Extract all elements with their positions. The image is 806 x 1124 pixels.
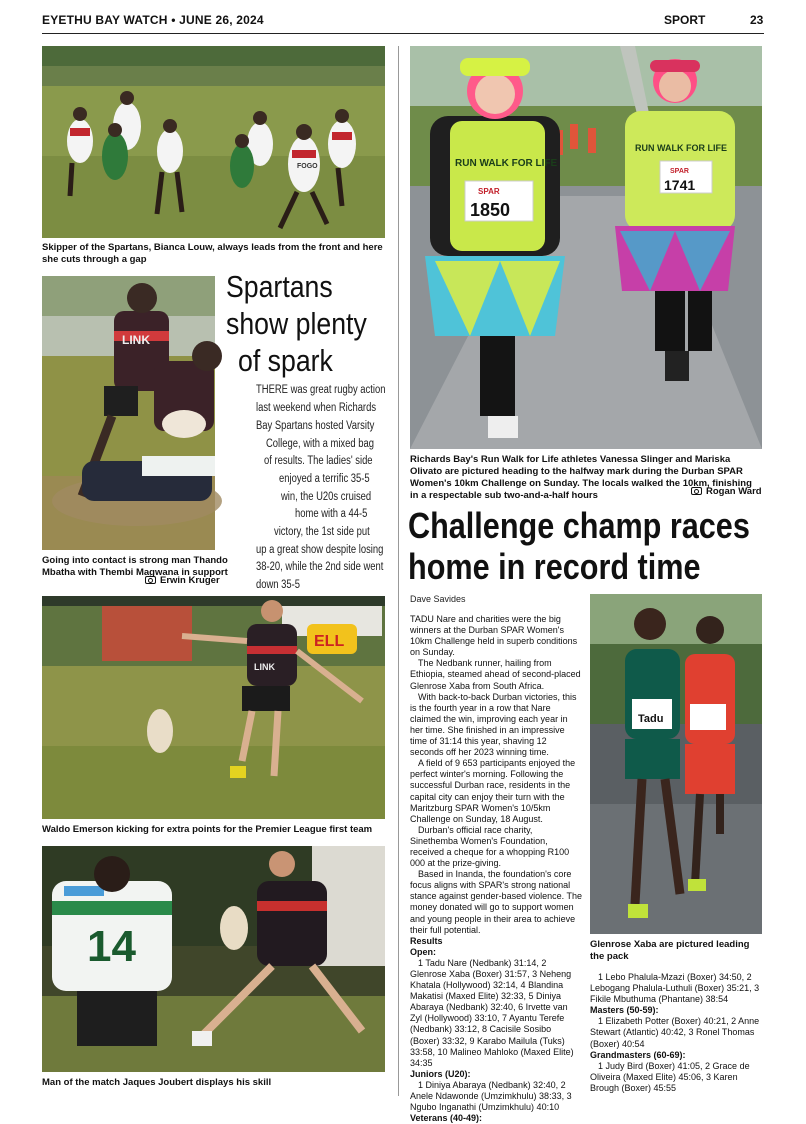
motm-jersey-number: 14 xyxy=(87,922,136,971)
header-rule xyxy=(42,33,764,34)
spartans-body-line: 38-20, while the 2nd side went xyxy=(256,561,384,573)
spartans-headline xyxy=(226,268,370,379)
contact-credit-name: Erwin Kruger xyxy=(160,575,220,586)
glenrose-caption: Glenrose Xaba are pictured leading the pack xyxy=(590,939,750,962)
spartans-body-line: home with a 44-5 xyxy=(295,508,368,520)
results-label-veterans: Veterans (40-49): xyxy=(410,1113,483,1124)
kick-photo xyxy=(42,596,385,819)
results-label-grandmasters: Grandmasters (60-69): xyxy=(590,1049,686,1060)
spartans-body-line: win, the U20s cruised xyxy=(281,491,372,503)
challenge-headline xyxy=(408,505,750,587)
challenge-headline-line-2: home in record time xyxy=(408,546,701,587)
contact-photo xyxy=(42,276,215,550)
spartans-body-line: THERE was great rugby action xyxy=(256,384,386,396)
challenge-paragraph: A field of 9 653 participants enjoyed the perfect winter's morning. Following the successful Durban race, residents in the capital city can enjoy their turn with the Maritzburg SPAR Women's 10/5km Challenge on Sunday, 18 August. xyxy=(410,758,576,824)
runwalk-sponsor-left: SPAR xyxy=(478,187,500,196)
spartans-body-line: up a great show despite losing xyxy=(256,544,384,556)
kick-caption: Waldo Emerson kicking for extra points for the Premier League first team xyxy=(42,824,373,835)
results-juniors: 1 Diniya Abaraya (Nedbank) 32:40, 2 Anele Ndawonde (Umzimkhulu) 38:33, 3 Ngubo Inganathi (Umzimkhulu) 40:10 xyxy=(410,1079,572,1113)
challenge-body xyxy=(410,614,582,1124)
runwalk-bib-left: 1850 xyxy=(470,200,511,220)
runwalk-sponsor-right: SPAR xyxy=(670,168,689,175)
byline: Dave Savides xyxy=(410,594,466,604)
results-label-masters: Masters (50-59): xyxy=(590,1005,659,1016)
runwalk-caption: Richards Bay's Run Walk for Life athletes Vanessa Slinger and Mariska Olivato are pictured heading to the halfway mark during the Durban SPAR Women's 10km Challenge on Sunday. The locals walked the 10km, finishing in a respectable sub two-and-a-half hours xyxy=(410,454,752,501)
motm-photo xyxy=(42,846,385,1072)
publication-masthead: EYETHU BAY WATCH • JUNE 26, 2024 xyxy=(42,13,264,27)
spartans-body-line: of results. The ladies' side xyxy=(264,455,373,467)
results-right-column xyxy=(590,972,764,1094)
motm-caption: Man of the match Jaques Joubert displays his skill xyxy=(42,1077,272,1088)
spartans-headline-line-3: of spark xyxy=(238,343,333,378)
results-label-open: Open: xyxy=(410,946,436,957)
kick-jersey-text: LINK xyxy=(254,662,275,672)
challenge-headline-line-1: Challenge champ races xyxy=(408,505,750,546)
runwalk-credit-name: Rogan Ward xyxy=(706,486,762,497)
results-open: 1 Tadu Nare (Nedbank) 31:14, 2 Glenrose Xaba (Boxer) 31:57, 3 Neheng Khatala (Hollywood) 32:14, 4 Blandina Makatisi (Maxed Elite) 32:33, 5 Diniya Abaraya (Nedbank) 32:40, 6 Irvette van Zyl (Hollywood) 33:10, 7 Ayantu Terefe (Nedbank) 33:12, 8 Cacisile Sosibo (Boxer) 33:32, 9 Karabo Mailula (Tuks) 33:58, 10 Malineo Mahloko (Maxed Elite) 34:35 xyxy=(410,957,574,1068)
results-heading: Results xyxy=(410,935,443,946)
runwalk-shirt-text-right: RUN WALK FOR LIFE xyxy=(635,143,727,153)
challenge-paragraph: TADU Nare and charities were the big winners at the Durban SPAR Women's 10km Challenge held in superb conditions on Sunday. xyxy=(410,614,578,658)
spartans-body-line: enjoyed a terrific 35-5 xyxy=(279,473,370,485)
results-masters: 1 Elizabeth Potter (Boxer) 40:21, 2 Anne Stewart (Atlantic) 40:42, 3 Ronel Thomas (Boxer) 40:54 xyxy=(590,1016,760,1049)
spartans-headline-line-1: Spartans xyxy=(226,269,333,304)
contact-photo-credit xyxy=(145,575,220,586)
challenge-paragraph: Durban's official race charity, Sinethemba Women's Foundation, received a cheque for a whopping R100 000 at the prize-giving. xyxy=(410,824,570,869)
contact-caption: Going into contact is strong man Thando Mbatha with Thembi Magwana in support xyxy=(42,555,228,578)
spartans-body-line: College, with a mixed bag xyxy=(266,438,374,450)
skipper-caption: Skipper of the Spartans, Bianca Louw, always leads from the front and here she cuts through a gap xyxy=(42,242,383,265)
column-divider xyxy=(398,46,399,1096)
spartans-body-line: victory, the 1st side put xyxy=(274,526,370,538)
runwalk-shirt-text: RUN WALK FOR LIFE xyxy=(455,158,558,169)
runwalk-photo-credit xyxy=(691,486,762,497)
kick-sign-text: ELL xyxy=(314,633,345,650)
challenge-paragraph: The Nedbank runner, hailing from Ethiopia, steamed ahead of second-placed Glenrose Xaba from South Africa. xyxy=(410,658,581,691)
results-grandmasters: 1 Judy Bird (Boxer) 41:05, 2 Grace de Oliveira (Maxed Elite) 45:06, 3 Karen Brough (Boxer) 45:55 xyxy=(590,1060,750,1093)
spartans-body-line: Bay Spartans hosted Varsity xyxy=(256,420,375,432)
section-name: SPORT xyxy=(664,13,706,27)
challenge-paragraph: With back-to-back Durban victories, this is the fourth year in a row that Nare claimed the win, improving each year in her time. She finished in an impressive time of 31:14 this year, shaving 12 seconds off her 2023 winning time. xyxy=(410,691,577,758)
spartans-body-line: last weekend when Richards xyxy=(256,402,377,414)
spartans-headline-line-2: show plenty xyxy=(226,306,367,341)
glenrose-photo xyxy=(590,594,762,934)
results-label-juniors: Juniors (U20): xyxy=(410,1068,471,1079)
glenrose-bib-text: Tadu xyxy=(638,713,664,725)
camera-icon xyxy=(691,487,702,495)
contact-jersey-text: LINK xyxy=(122,333,150,347)
spartans-body-line: down 35-5 xyxy=(256,579,301,591)
camera-icon xyxy=(145,576,156,584)
runwalk-photo xyxy=(410,46,762,449)
results-veterans: 1 Lebo Phalula-Mzazi (Boxer) 34:50, 2 Lebogang Phalula-Luthuli (Boxer) 35:21, 3 Fikile Mbuthuma (Phantane) 38:54 xyxy=(590,972,760,1005)
skipper-photo xyxy=(42,46,385,238)
challenge-paragraph: Based in Inanda, the foundation's core focus aligns with SPAR's strong national stance against gender-based violence. The money donated will go to support women and young people in their area to achieve their full potential. xyxy=(410,869,582,935)
runwalk-bib-right: 1741 xyxy=(664,177,696,193)
page-number: 23 xyxy=(750,13,764,27)
skipper-jersey-text: FOGO xyxy=(297,163,318,170)
